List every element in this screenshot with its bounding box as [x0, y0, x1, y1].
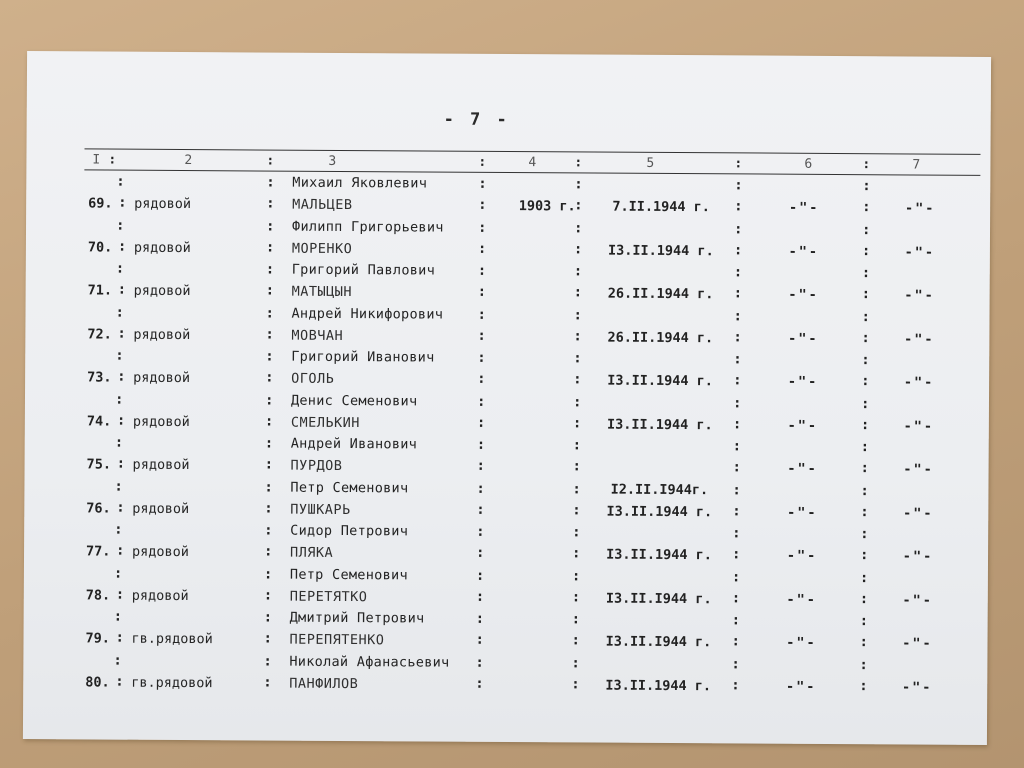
- row-colon: :: [572, 393, 582, 410]
- row-colon: :: [860, 395, 870, 412]
- given-name-patronymic: Филипп Григорьевич: [291, 218, 444, 236]
- ditto-col6: -"-: [787, 373, 819, 390]
- surname: ПЕРЕТЯТКО: [289, 588, 368, 605]
- row-colon: :: [475, 610, 485, 627]
- given-name-patronymic: Андрей Иванович: [290, 435, 418, 453]
- ditto-col6: -"-: [786, 634, 817, 651]
- row-colon: :: [478, 196, 487, 213]
- row-number: 77.: [86, 543, 111, 560]
- row-colon: :: [859, 569, 869, 586]
- given-name-patronymic: Михаил Яковлевич: [292, 174, 428, 192]
- row-colon: :: [116, 412, 126, 429]
- row-colon: :: [263, 630, 273, 647]
- header-separator: :: [574, 155, 583, 171]
- row-colon: :: [263, 566, 273, 583]
- row-colon: :: [731, 676, 740, 693]
- ditto-col6: -"-: [787, 417, 819, 434]
- row-colon: :: [117, 325, 126, 342]
- row-number: 72.: [87, 325, 112, 343]
- row-colon: :: [732, 438, 742, 455]
- date: 26.II.1944 г.: [607, 285, 714, 303]
- row-colon: :: [860, 526, 869, 543]
- row-colon: :: [861, 308, 870, 325]
- row-colon: :: [732, 525, 741, 542]
- rank: рядовой: [132, 500, 190, 517]
- row-colon: :: [477, 306, 486, 323]
- date: I3.II.I944 г.: [605, 633, 712, 651]
- row-colon: :: [573, 240, 583, 257]
- ditto-col6: -"-: [786, 547, 818, 564]
- surname: МАТЫЦЫН: [291, 283, 353, 301]
- ditto-col7: -"-: [901, 678, 933, 696]
- rank: рядовой: [133, 369, 191, 387]
- row-colon: :: [860, 482, 869, 499]
- row-colon: :: [572, 414, 582, 431]
- rank: рядовой: [132, 543, 190, 561]
- row-colon: :: [477, 370, 486, 387]
- row-colon: :: [476, 457, 486, 474]
- row-colon: :: [475, 588, 485, 605]
- row-colon: :: [476, 436, 486, 453]
- row-colon: :: [265, 218, 275, 235]
- row-colon: :: [861, 286, 871, 303]
- rank: рядовой: [131, 587, 189, 604]
- ditto-col7: -"-: [903, 417, 935, 435]
- row-colon: :: [476, 501, 485, 518]
- rank: рядовой: [133, 326, 191, 343]
- row-colon: :: [573, 219, 583, 236]
- row-colon: :: [571, 654, 580, 671]
- row-colon: :: [574, 176, 583, 193]
- row-colon: :: [264, 435, 274, 452]
- surname: ПУШКАРЬ: [290, 501, 351, 518]
- row-colon: :: [731, 633, 741, 650]
- row-colon: :: [572, 480, 581, 497]
- row-colon: :: [264, 543, 273, 560]
- row-colon: :: [115, 586, 125, 603]
- given-name-patronymic: Григорий Павлович: [291, 261, 436, 279]
- row-colon: :: [264, 500, 273, 517]
- column-header-5: 5: [646, 155, 655, 171]
- row-colon: :: [860, 460, 870, 477]
- surname: ПУРДОВ: [290, 457, 343, 474]
- row-colon: :: [861, 265, 871, 282]
- date: I3.II.I944 г.: [605, 590, 712, 607]
- row-colon: :: [265, 348, 274, 365]
- row-colon: :: [113, 652, 122, 669]
- rank: рядовой: [132, 456, 190, 474]
- row-colon: :: [113, 608, 123, 625]
- row-colon: :: [114, 434, 124, 451]
- row-colon: :: [477, 349, 486, 366]
- ditto-col7: -"-: [904, 243, 936, 261]
- surname: ПЕРЕПЯТЕНКО: [289, 631, 385, 649]
- header-separator: :: [266, 153, 275, 169]
- row-colon: :: [860, 416, 870, 433]
- row-colon: :: [477, 327, 486, 344]
- header-separator: :: [734, 156, 743, 172]
- row-number: 80.: [85, 673, 110, 691]
- ditto-col7: -"-: [903, 461, 934, 478]
- row-colon: :: [860, 503, 869, 520]
- row-colon: :: [733, 220, 743, 237]
- surname: ОГОЛЬ: [291, 370, 335, 387]
- row-colon: :: [265, 261, 275, 278]
- date: I3.II.1944 г.: [607, 372, 713, 390]
- ditto-col6: -"-: [788, 330, 819, 347]
- document-page: [23, 51, 991, 745]
- given-name-patronymic: Григорий Иванович: [291, 348, 435, 366]
- ditto-col7: -"-: [902, 591, 934, 609]
- birth-year: 1903 г.: [518, 198, 576, 215]
- row-colon: :: [115, 673, 124, 690]
- row-colon: :: [263, 609, 273, 626]
- ditto-col7: -"-: [904, 287, 935, 304]
- ditto-col6: -"-: [787, 504, 818, 521]
- row-colon: :: [571, 632, 581, 649]
- ditto-col6: -"-: [788, 286, 819, 303]
- row-colon: :: [573, 371, 582, 388]
- row-colon: :: [859, 634, 869, 651]
- row-colon: :: [733, 307, 742, 324]
- row-colon: :: [264, 413, 274, 430]
- row-colon: :: [732, 502, 741, 519]
- row-colon: :: [859, 613, 869, 630]
- row-colon: :: [115, 217, 125, 234]
- ditto-col7: -"-: [904, 330, 935, 348]
- row-colon: :: [861, 373, 870, 390]
- row-colon: :: [860, 439, 870, 456]
- row-colon: :: [114, 391, 124, 408]
- row-colon: :: [861, 242, 871, 259]
- rank: рядовой: [134, 195, 192, 213]
- row-colon: :: [573, 350, 582, 367]
- row-colon: :: [116, 499, 125, 516]
- row-number: 76.: [86, 499, 111, 517]
- row-colon: :: [264, 479, 273, 496]
- column-header-4: 4: [528, 155, 537, 171]
- rank: рядовой: [133, 239, 191, 256]
- row-colon: :: [572, 437, 582, 454]
- row-colon: :: [265, 282, 275, 299]
- row-colon: :: [118, 194, 127, 211]
- row-colon: :: [859, 547, 869, 564]
- row-colon: :: [475, 567, 485, 584]
- date: I3.II.1944 г.: [606, 503, 713, 520]
- row-colon: :: [572, 524, 581, 541]
- row-colon: :: [861, 329, 870, 346]
- row-colon: :: [732, 481, 741, 498]
- ditto-col6: -"-: [786, 591, 818, 608]
- given-name-patronymic: Денис Семенович: [290, 392, 418, 409]
- inserted-date: I2.II.I944г.: [610, 481, 709, 498]
- row-colon: :: [115, 347, 124, 364]
- row-colon: :: [859, 590, 869, 607]
- row-colon: :: [731, 655, 740, 672]
- row-colon: :: [571, 588, 581, 605]
- date: 26.II.1944 г.: [607, 329, 714, 346]
- row-colon: :: [573, 306, 582, 323]
- ditto-col7: -"-: [902, 635, 933, 652]
- row-colon: :: [263, 674, 272, 691]
- row-colon: :: [116, 173, 125, 190]
- row-colon: :: [476, 414, 486, 431]
- row-colon: :: [117, 368, 126, 385]
- row-colon: :: [732, 394, 742, 411]
- header-separator: :: [478, 154, 487, 170]
- row-colon: :: [263, 587, 273, 604]
- date: I3.II.1944 г.: [606, 546, 712, 564]
- row-colon: :: [265, 239, 275, 256]
- row-colon: :: [476, 480, 485, 497]
- row-colon: :: [862, 178, 871, 195]
- row-colon: :: [475, 675, 484, 692]
- rank: рядовой: [133, 282, 191, 300]
- row-colon: :: [477, 283, 487, 300]
- row-colon: :: [861, 352, 870, 369]
- row-colon: :: [733, 264, 743, 281]
- given-name-patronymic: Андрей Никифорович: [291, 305, 444, 323]
- row-colon: :: [731, 568, 741, 585]
- page-number: - 7 -: [443, 109, 510, 131]
- row-number: 73.: [87, 369, 112, 386]
- row-colon: :: [861, 221, 871, 238]
- rank: гв.рядовой: [131, 630, 213, 648]
- row-colon: :: [571, 567, 581, 584]
- given-name-patronymic: Николай Афанасьевич: [289, 653, 450, 671]
- row-number: 69.: [88, 195, 113, 212]
- row-colon: :: [572, 545, 581, 562]
- row-colon: :: [477, 262, 487, 279]
- row-number: 78.: [85, 586, 111, 604]
- row-colon: :: [114, 478, 123, 495]
- row-colon: :: [859, 656, 868, 673]
- row-colon: :: [734, 177, 743, 194]
- row-colon: :: [477, 240, 487, 257]
- header-rule-bottom: [84, 169, 980, 175]
- given-name-patronymic: Петр Семенович: [289, 566, 408, 583]
- row-colon: :: [116, 455, 126, 472]
- given-name-patronymic: Дмитрий Петрович: [289, 609, 425, 627]
- date: I3.II.1944 г.: [605, 677, 712, 694]
- column-header-3: 3: [328, 153, 337, 169]
- row-colon: :: [734, 198, 743, 215]
- row-colon: :: [475, 631, 485, 648]
- column-header-2: 2: [184, 153, 193, 169]
- row-colon: :: [476, 544, 485, 561]
- row-colon: :: [862, 199, 871, 216]
- given-name-patronymic: Сидор Петрович: [290, 522, 409, 540]
- row-colon: :: [573, 263, 583, 280]
- surname: ПАНФИЛОВ: [289, 675, 359, 692]
- row-colon: :: [264, 456, 274, 473]
- row-colon: :: [859, 677, 868, 694]
- row-number: 74.: [86, 412, 112, 430]
- row-colon: :: [117, 238, 127, 255]
- row-colon: :: [572, 458, 582, 475]
- rank: рядовой: [132, 413, 190, 430]
- row-colon: :: [265, 369, 274, 386]
- ditto-col7: -"-: [903, 504, 934, 522]
- header-separator: :: [862, 157, 871, 173]
- row-colon: :: [264, 392, 274, 409]
- row-colon: :: [478, 175, 487, 192]
- column-header-7: 7: [912, 157, 921, 173]
- ditto-col7: -"-: [903, 374, 935, 391]
- row-number: 71.: [87, 282, 113, 299]
- row-colon: :: [115, 304, 125, 321]
- row-colon: :: [733, 351, 742, 368]
- row-colon: :: [476, 523, 485, 540]
- row-colon: :: [115, 260, 125, 277]
- ditto-col7: -"-: [902, 548, 934, 565]
- date: 7.II.1944 г.: [612, 198, 710, 216]
- row-colon: :: [733, 241, 743, 258]
- row-colon: :: [115, 629, 125, 646]
- column-header-1: I: [92, 152, 101, 168]
- surname: СМЕЛЬКИН: [290, 414, 360, 431]
- row-colon: :: [732, 415, 742, 432]
- row-colon: :: [476, 393, 486, 410]
- surname: ПЛЯКА: [290, 544, 334, 561]
- row-colon: :: [113, 565, 123, 582]
- row-colon: :: [572, 501, 581, 518]
- row-colon: :: [733, 372, 742, 389]
- row-colon: :: [733, 328, 742, 345]
- header-separator: :: [108, 152, 117, 168]
- row-colon: :: [266, 195, 275, 212]
- row-colon: :: [731, 612, 741, 629]
- row-number: 75.: [86, 456, 112, 473]
- row-colon: :: [264, 522, 273, 539]
- row-colon: :: [263, 653, 272, 670]
- given-name-patronymic: Петр Семенович: [290, 479, 409, 496]
- row-colon: :: [573, 284, 583, 301]
- surname: МОВЧАН: [291, 327, 344, 344]
- surname: МОРЕНКО: [291, 240, 353, 257]
- column-header-6: 6: [804, 156, 813, 172]
- header-rule-top: [85, 148, 981, 154]
- ditto-col6: -"-: [787, 460, 818, 477]
- rank: гв.рядовой: [131, 674, 213, 691]
- row-number: 70.: [87, 238, 113, 256]
- row-colon: :: [732, 459, 742, 476]
- ditto-col6: -"-: [785, 678, 817, 695]
- row-colon: :: [733, 285, 743, 302]
- row-colon: :: [117, 281, 127, 298]
- surname: МАЛЬЦЕВ: [292, 196, 353, 214]
- row-colon: :: [571, 611, 581, 628]
- row-colon: :: [573, 327, 582, 344]
- ditto-col7: -"-: [904, 200, 936, 217]
- row-colon: :: [732, 546, 741, 563]
- row-colon: :: [265, 326, 274, 343]
- date: I3.II.1944 г.: [606, 416, 713, 433]
- row-colon: :: [116, 542, 125, 559]
- row-colon: :: [477, 219, 487, 236]
- row-colon: :: [266, 174, 275, 191]
- row-colon: :: [114, 521, 123, 538]
- row-colon: :: [731, 589, 741, 606]
- date: I3.II.1944 г.: [608, 242, 714, 259]
- row-colon: :: [574, 197, 583, 214]
- ditto-col6: -"-: [788, 199, 820, 216]
- row-colon: :: [265, 305, 275, 322]
- row-number: 79.: [85, 630, 110, 647]
- ditto-col6: -"-: [788, 243, 820, 260]
- row-colon: :: [571, 675, 580, 692]
- row-colon: :: [475, 654, 484, 671]
